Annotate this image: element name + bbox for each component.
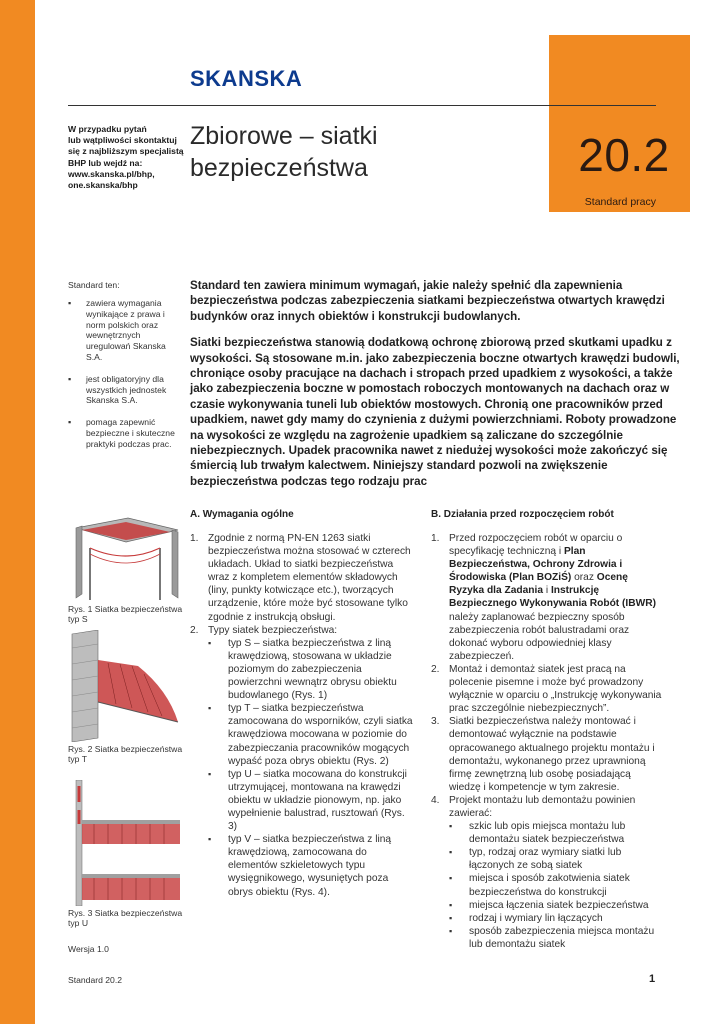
aside-title: Standard ten: xyxy=(68,280,120,290)
document-version: Wersja 1.0 xyxy=(68,944,109,954)
intro-paragraph: Siatki bezpieczeństwa stanowią dodatkową ochronę zbiorową przed skutkami upadku z wysokości. Są stosowane m.in. jako zabezpieczenia boczne otwartych krawędzi budowli, chroniące osoby pracujące na dachach i stropach przed upadkiem z wysokości, a także jako zabezpieczenia boczne w pomostach roboczych montowanych na dachach oraz w czasie wykonywania tuneli lub obiektów mostowych. Chronią one pracowników przed upadkiem, nawet gdy mamy do czynienia z dużymi powierzchniami. Roboty prowadzone na wysokości ze względu na zagrożenie upadkiem są zaliczane do szczególnie niebezpiecznych. Upadek pracownika nawet z niedużej wysokości może zakończyć się śmiercią lub trwałym kalectwem. Niniejszy standard pozwoli na zwiększenie bezpieczeństwa podczas tego rodzaju prac xyxy=(190,336,680,488)
project-content-item: ▪ miejsca i sposób zakotwienia siatek bezpieczeństwa do konstrukcji xyxy=(431,872,663,898)
list-item-text: Projekt montażu lub demontażu powinien zawierać: xyxy=(449,794,636,819)
section-a-body xyxy=(190,532,415,899)
contact-line: BHP lub wejdź na: xyxy=(68,157,143,168)
list-item: 1. Zgodnie z normą PN-EN 1263 siatki bezpieczeństwa można stosować w czterech układach. Układ to siatki bezpieczeństwa wraz z kompletem elementów składowych (liny, punkty kotwiczące etc.), tworzących urządzenie, które może być stosowane tylko zgodnie z instrukcją obsługi. xyxy=(190,533,411,623)
list-item: 1. Przed rozpoczęciem robót w oparciu o specyfikację techniczną i Plan Bezpieczeństwa, Ochrony Zdrowia i Środowiska (Plan BOZiŚ) oraz Ocenę Ryzyka dla Zadania i Instrukcję Bezpiecznego Wykonywania Robót (IBWR) należy zaplanować bezpieczny sposób zabezpieczenia robót balustradami oraz dokonać wyboru odpowiedniej klasy zabezpieczeń. xyxy=(431,533,656,662)
skanska-logo: SKANSKA xyxy=(190,66,303,91)
standard-number: 20.2 xyxy=(578,129,670,181)
risk-assessment-ref: Ocenę Ryzyka dla Zadania xyxy=(449,572,628,597)
list-item: 2. Montaż i demontaż siatek jest pracą na polecenie pisemne i może być prowadzony wyłącznie w oparciu o „Instrukcję wykonywania prac szczególnie niebezpiecznych”. xyxy=(431,663,662,715)
figure-net-type-u xyxy=(68,780,183,906)
net-type-item: ▪ typ U – siatka mocowana do konstrukcji utrzymującej, montowana na krawędzi obiektu w układzie pionowym, np. jako wypełnienie balustrad, rusztowań (Rys. 3) xyxy=(190,768,415,833)
project-content-item: ▪ sposób zabezpieczenia miejsca montażu lub demontażu siatek xyxy=(431,925,663,951)
figure-caption: Rys. 1 Siatka bezpieczeństwa typ S xyxy=(68,604,183,625)
contact-link[interactable]: one.skanska/bhp xyxy=(68,180,138,191)
standard-label: Standard pracy xyxy=(584,196,656,208)
intro-text xyxy=(190,278,680,500)
net-type-item: ▪ typ T – siatka bezpieczeństwa zamocowana do wsporników, czyli siatka krawędziowa mocowana w poziomie do zabezpieczania pracowników mogących wypaść poza obrys obiektu (Rys. 2) xyxy=(190,702,415,767)
standard-number-box xyxy=(549,35,690,212)
figure-caption: Rys. 2 Siatka bezpieczeństwa typ T xyxy=(68,744,183,765)
title-line: bezpieczeństwa xyxy=(190,154,368,182)
list-item-text: oraz xyxy=(571,572,597,584)
project-content-item: ▪ rodzaj i wymiary lin łączących xyxy=(431,912,663,925)
contact-note xyxy=(68,124,186,191)
list-item-text: Przed rozpoczęciem robót w oparciu o specyfikację techniczną i xyxy=(449,533,623,558)
figure-net-type-t xyxy=(68,630,183,742)
aside-list xyxy=(68,298,180,461)
list-item-text: Montaż i demontaż siatek jest pracą na polecenie pisemne i może być prowadzony wyłącznie w oparciu o „Instrukcję wykonywania prac szczególnie niebezpiecznych”. xyxy=(449,663,662,715)
section-b-heading: B. Działania przed rozpoczęciem robót xyxy=(431,509,614,520)
list-item-text: Siatki bezpieczeństwa należy montować i demontować wyłącznie na podstawie opracowanego aktualnego projektu montażu i demontażu, wykonanego przez uprawnioną firmę zewnętrzną lub osobę posiadającą wiedzę i kompetencje w tym zakresie. xyxy=(449,716,655,793)
list-item-text: Zgodnie z normą PN-EN 1263 siatki bezpieczeństwa można stosować w czterech układach. Układ to siatki bezpieczeństwa wraz z kompletem elementów składowych (liny, punkty kotwiczące etc.), tworzących urządzenie, które może być stosowane tylko zgodnie z instrukcją obsługi. xyxy=(208,533,411,623)
page-title xyxy=(190,120,378,184)
section-b-list xyxy=(431,532,663,951)
list-item: 2. Typy siatek bezpieczeństwa: ▪ typ S – siatka bezpieczeństwa z liną krawędziową, stosowana w układzie poziomym do zabezpieczenia powierzchni wewnątrz obrysu obiektu budowlanego (Rys. 1) ▪ typ T – siatka bezpieczeństwa zamocowana do wsporników, czyli siatka krawędziowa mocowana w poziomie do zabezpieczania pracowników mogących wypaść poza obrys obiektu (Rys. 2) ▪ typ U – siatka mocowana do konstrukcji utrzymującej, montowana na krawędzi obiektu w układzie pionowym, np. jako wypełnienie balustrad, rusztowań (Rys. 3) ▪ typ V – siatka bezpieczeństwa z liną krawędziową, zamocowana do elementów szkieletowych typu wysięgnikowego, wysuniętych poza obrys obiektu (Rys. 4). xyxy=(190,624,415,899)
ibwr-ref: Instrukcję Bezpiecznego Wykonywania Robót (IBWR) xyxy=(449,585,656,610)
aside-item: ▪ zawiera wymagania wynikające z prawa i norm polskich oraz wewnętrznych uregulowań Skanska S.A. xyxy=(68,298,180,363)
header-divider xyxy=(68,105,656,106)
list-item: 3. Siatki bezpieczeństwa należy montować i demontować wyłącznie na podstawie opracowanego aktualnego projektu montażu i demontażu, wykonanego przez uprawnioną firmę zewnętrzną lub osobę posiadającą wiedzę i kompetencje w tym zakresie. xyxy=(431,716,655,793)
figure-caption: Rys. 3 Siatka bezpieczeństwa typ U xyxy=(68,908,183,929)
aside-item: ▪ pomaga zapewnić bezpieczne i skuteczne praktyki podczas prac. xyxy=(68,417,180,449)
contact-line: W przypadku pytań xyxy=(68,124,147,134)
section-b-body xyxy=(431,532,663,951)
figure-net-type-s xyxy=(68,514,183,602)
list-item-text: należy zaplanować bezpieczny sposób zabezpieczenia robót balustradami oraz dokonać wyboru odpowiedniej klasy zabezpieczeń. xyxy=(449,611,630,662)
page-number: 1 xyxy=(649,973,656,985)
project-contents-list xyxy=(431,820,663,951)
section-a-list xyxy=(190,532,415,899)
net-types-list xyxy=(190,637,415,899)
aside-item: ▪ jest obligatoryjny dla wszystkich jednostek Skanska S.A. xyxy=(68,374,180,406)
project-content-item: ▪ typ, rodzaj oraz wymiary siatki lub łączonych ze sobą siatek xyxy=(431,846,663,872)
plan-bozis-ref: Plan Bezpieczeństwa, Ochrony Zdrowia i Środowiska (Plan BOZiŚ) xyxy=(449,546,623,584)
list-item: 4. Projekt montażu lub demontażu powinien zawierać: ▪ szkic lub opis miejsca montażu lub demontażu siatek bezpieczeństwa ▪ typ, rodzaj oraz wymiary siatki lub łączonych ze sobą siatek ▪ miejsca i sposób zakotwienia siatek bezpieczeństwa do konstrukcji ▪ miejsca łączenia siatek bezpieczeństwa ▪ rodzaj i wymiary lin łączących ▪ sposób zabezpieczenia miejsca montażu lub demontażu siatek xyxy=(431,794,663,951)
title-line: Zbiorowe – siatki xyxy=(190,122,378,150)
contact-line: się z najbliższym specjalistą xyxy=(68,146,184,157)
project-content-item: ▪ szkic lub opis miejsca montażu lub demontażu siatek bezpieczeństwa xyxy=(431,820,663,846)
net-type-item: ▪ typ V – siatka bezpieczeństwa z liną krawędziową, zamocowana do elementów szkieletowych typu wysięgnikowego, wysuniętych poza obrys obiektu (Rys. 4). xyxy=(190,833,415,898)
intro-paragraph: Standard ten zawiera minimum wymagań, jakie należy spełnić dla zapewnienia bezpieczeństwa podczas zabezpieczenia siatkami bezpieczeństwa otwartych krawędzi budynków oraz innych obiektów i konstrukcji budowlanych. xyxy=(190,279,665,323)
list-item-text: i xyxy=(543,585,551,597)
left-accent-bar xyxy=(0,0,35,1024)
net-type-item: ▪ typ S – siatka bezpieczeństwa z liną krawędziową, stosowana w układzie poziomym do zabezpieczenia powierzchni wewnątrz obrysu obiektu budowlanego (Rys. 1) xyxy=(190,637,415,702)
contact-line: lub wątpliwości skontaktuj xyxy=(68,135,177,146)
section-a-heading: A. Wymagania ogólne xyxy=(190,509,294,520)
list-item-text: Typy siatek bezpieczeństwa: xyxy=(208,624,338,636)
contact-link[interactable]: www.skanska.pl/bhp, xyxy=(68,168,155,179)
project-content-item: ▪ miejsca łączenia siatek bezpieczeństwa xyxy=(431,899,663,912)
footer-standard: Standard 20.2 xyxy=(68,975,122,985)
